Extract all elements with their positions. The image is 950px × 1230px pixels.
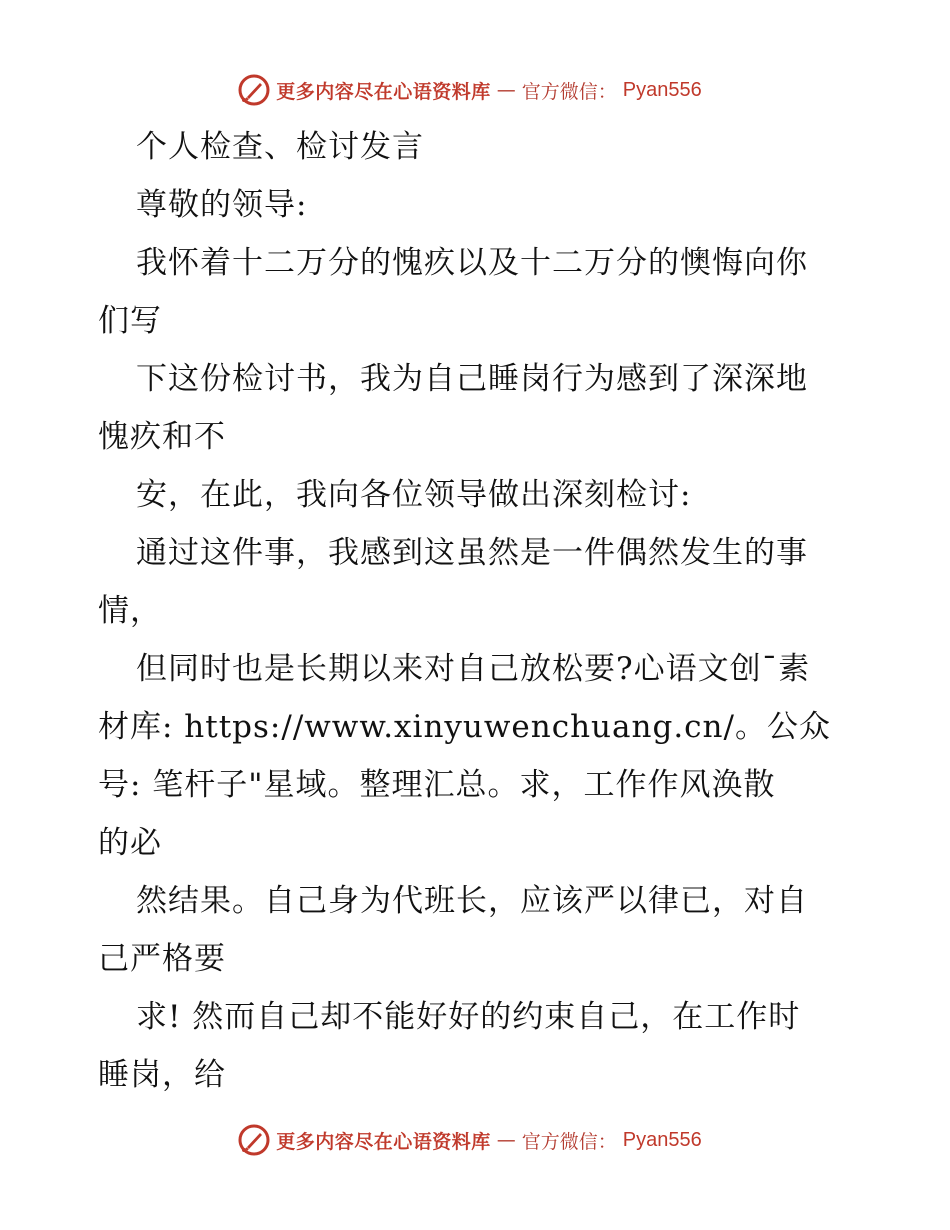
paragraph-line: 但同时也是长期以来对自己放松要?心语文创¯素 <box>136 651 811 687</box>
banner-wechat-id: Pyan556 <box>622 78 702 101</box>
salutation: 尊敬的领导: <box>136 187 308 223</box>
footer-banner <box>0 1120 950 1160</box>
paragraph-line: 然结果。自己身为代班长，应该严以律已，对自 <box>136 883 808 919</box>
paragraph-line: 材库: https://www.xinyuwenchuang.cn/。公众 <box>98 709 831 745</box>
paragraph-line: 号: 笔杆子"星域。整理汇总。求，工作作风涣散 <box>98 767 776 803</box>
paragraph-line: 们写 <box>98 303 162 339</box>
header-banner <box>0 70 950 110</box>
document-body <box>98 118 858 1104</box>
feather-pen-logo-icon <box>238 1124 270 1156</box>
footer-banner-content <box>238 1124 702 1156</box>
paragraph-line: 睡岗，给 <box>98 1057 226 1093</box>
banner-dash: — <box>496 79 516 101</box>
banner-wechat-label: 官方微信： <box>521 1130 617 1153</box>
banner-title: 更多内容尽在心语资料库 <box>276 80 491 103</box>
header-banner-content <box>238 74 702 106</box>
document-title: 个人检查、检讨发言 <box>136 129 424 165</box>
paragraph-line: 的必 <box>98 825 162 861</box>
paragraph-line: 下这份检讨书，我为自己睡岗行为感到了深深地 <box>136 361 808 397</box>
paragraph-line: 情， <box>98 593 162 629</box>
paragraph-line: 愧疚和不 <box>98 419 226 455</box>
paragraph-line: 通过这件事，我感到这虽然是一件偶然发生的事 <box>136 535 808 571</box>
paragraph-line: 我怀着十二万分的愧疚以及十二万分的懊悔向你 <box>136 245 808 281</box>
feather-pen-logo-icon <box>238 74 270 106</box>
banner-title: 更多内容尽在心语资料库 <box>276 1130 491 1153</box>
banner-wechat-id: Pyan556 <box>622 1128 702 1151</box>
paragraph-line: 求! 然而自己却不能好好的约束自己，在工作时 <box>136 999 801 1035</box>
paragraph-line: 己严格要 <box>98 941 226 977</box>
banner-dash: — <box>496 1129 516 1151</box>
paragraph-line: 安，在此，我向各位领导做出深刻检讨: <box>136 477 692 513</box>
banner-wechat-label: 官方微信： <box>521 80 617 103</box>
